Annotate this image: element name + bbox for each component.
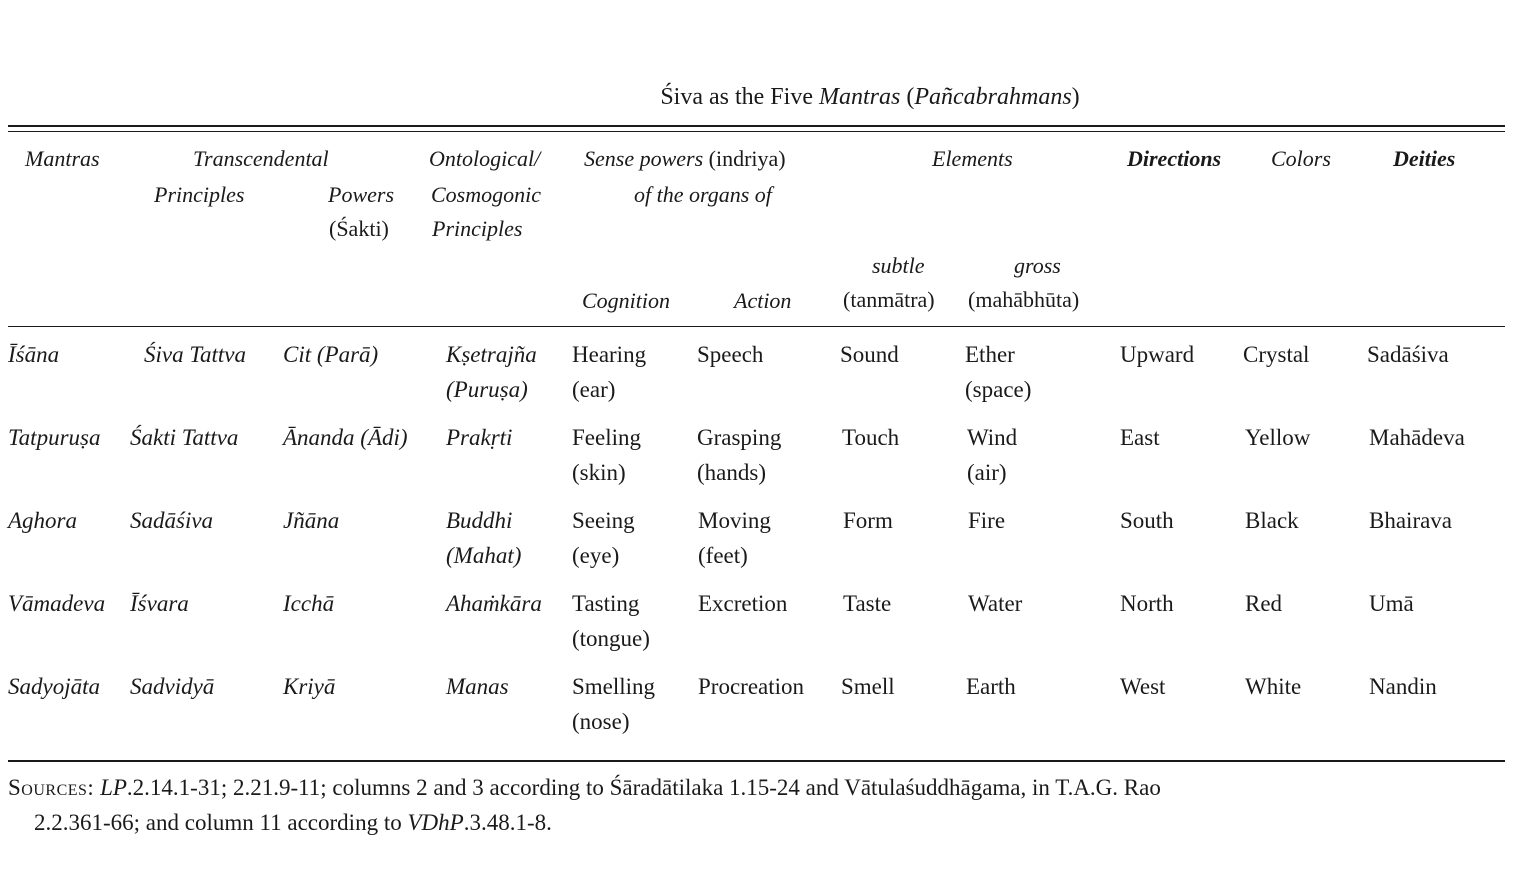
title-italic-mantras: Mantras <box>818 84 901 110</box>
row4-principle: Īśvara <box>130 591 189 616</box>
header-ontological-principles: Principles <box>432 216 523 241</box>
header-indriya: (indriya) <box>703 146 786 171</box>
row2-ontological-1: Prakṛti <box>446 425 513 450</box>
row1-direction: Upward <box>1120 342 1195 367</box>
header-sense-powers-text: Sense powers <box>584 146 704 171</box>
row4-ontological-1: Ahaṁkāra <box>446 591 542 616</box>
row1-color: Crystal <box>1243 342 1310 367</box>
row3-ontological-1: Buddhi <box>446 508 513 533</box>
row5-subtle: Smell <box>841 674 895 699</box>
row4-power: Icchā <box>283 591 335 616</box>
row1-ontological-1: Kṣetrajña <box>446 342 537 367</box>
row5-gross-1: Earth <box>966 674 1016 699</box>
header-directions: Directions <box>1127 146 1222 171</box>
row1-cognition-2: (ear) <box>572 377 616 402</box>
row1-deity: Sadāśiva <box>1367 342 1449 367</box>
header-gross: gross <box>1014 253 1061 278</box>
row4-subtle: Taste <box>843 591 892 616</box>
title-italic-pancabrahmans: Pañcabrahmans <box>914 84 1072 110</box>
header-tanmatra: (tanmātra) <box>843 287 935 312</box>
row3-cognition-1: Seeing <box>572 508 635 533</box>
row5-deity: Nandin <box>1369 674 1437 699</box>
header-sense-powers <box>584 146 786 172</box>
row1-subtle: Sound <box>840 342 899 367</box>
row2-power: Ānanda (Ādi) <box>283 425 408 450</box>
row5-ontological-1: Manas <box>446 674 509 699</box>
row3-color: Black <box>1245 508 1299 533</box>
bottom-rule <box>8 760 1505 762</box>
row1-action-1: Speech <box>697 342 764 367</box>
header-rule <box>8 326 1505 327</box>
row3-action-1: Moving <box>698 508 771 533</box>
row2-gross-2: (air) <box>967 460 1007 485</box>
row1-gross-1: Ether <box>965 342 1015 367</box>
sources-text-2: 2.2.361-66; and column 11 according to <box>34 810 408 835</box>
header-mahabhuta: (mahābhūta) <box>968 287 1080 312</box>
row3-mantra: Aghora <box>8 508 77 533</box>
header-elements: Elements <box>932 146 1013 171</box>
header-organs-of: of the organs of <box>634 182 772 207</box>
row3-direction: South <box>1120 508 1174 533</box>
header-transcendental: Transcendental <box>193 146 329 171</box>
row2-mantra: Tatpuruṣa <box>8 425 101 450</box>
row3-subtle: Form <box>843 508 893 533</box>
row2-action-2: (hands) <box>697 460 766 485</box>
row3-deity: Bhairava <box>1369 508 1453 533</box>
row2-direction: East <box>1120 425 1160 450</box>
row1-power: Cit (Parā) <box>283 342 379 367</box>
row5-cognition-2: (nose) <box>572 709 630 734</box>
row3-ontological-2: (Mahat) <box>446 543 522 568</box>
row5-color: White <box>1245 674 1302 699</box>
sources-text-1: .2.14.1-31; 2.21.9-11; columns 2 and 3 according to Śāradātilaka 1.15-24 and Vātulaśuddhāgama, in T.A.G. Rao <box>126 775 1161 800</box>
sources-note <box>8 770 1508 840</box>
header-mantras: Mantras <box>25 146 100 171</box>
title-paren-close: ) <box>1071 84 1080 110</box>
row2-cognition-1: Feeling <box>572 425 641 450</box>
header-cosmogonic: Cosmogonic <box>431 182 541 207</box>
row2-gross-1: Wind <box>967 425 1018 450</box>
top-rule-2 <box>8 131 1505 132</box>
row5-direction: West <box>1120 674 1166 699</box>
header-ontological: Ontological/ <box>429 146 541 171</box>
row2-cognition-2: (skin) <box>572 460 626 485</box>
top-rule-1 <box>8 125 1505 127</box>
row4-color: Red <box>1245 591 1283 616</box>
row3-principle: Sadāśiva <box>130 508 214 533</box>
row2-deity: Mahādeva <box>1369 425 1465 450</box>
row5-power: Kriyā <box>283 674 336 699</box>
row3-action-2: (feet) <box>698 543 748 568</box>
row1-cognition-1: Hearing <box>572 342 647 367</box>
row1-mantra: Īśāna <box>8 342 60 367</box>
sources-text-3: .3.48.1-8. <box>463 810 552 835</box>
title-paren-open: ( <box>900 84 915 110</box>
sources-label: Sources: <box>8 775 95 800</box>
row1-gross-2: (space) <box>965 377 1032 402</box>
row4-deity: Umā <box>1369 591 1414 616</box>
row5-action-1: Procreation <box>698 674 805 699</box>
header-sakti: (Śakti) <box>329 216 389 241</box>
sources-lp: LP <box>100 775 127 800</box>
table-title <box>0 84 1528 111</box>
header-deities: Deities <box>1393 146 1456 171</box>
row1-ontological-2: (Puruṣa) <box>446 377 528 402</box>
row4-cognition-1: Tasting <box>572 591 640 616</box>
row1-principle: Śiva Tattva <box>144 342 247 367</box>
row3-power: Jñāna <box>283 508 340 533</box>
row3-gross-1: Fire <box>968 508 1006 533</box>
header-action: Action <box>734 288 792 313</box>
row2-color: Yellow <box>1245 425 1311 450</box>
title-prefix: Śiva as the Five <box>660 84 819 110</box>
row5-mantra: Sadyojāta <box>8 674 100 699</box>
row2-principle: Śakti Tattva <box>130 425 239 450</box>
row5-principle: Sadvidyā <box>130 674 215 699</box>
row4-cognition-2: (tongue) <box>572 626 650 651</box>
sources-vdhp: VDhP <box>407 810 464 835</box>
header-cognition: Cognition <box>582 288 671 313</box>
row4-mantra: Vāmadeva <box>8 591 106 616</box>
row3-cognition-2: (eye) <box>572 543 620 568</box>
header-subtle: subtle <box>872 253 925 278</box>
row4-direction: North <box>1120 591 1174 616</box>
row4-action-1: Excretion <box>698 591 788 616</box>
sources-line-2 <box>8 805 1508 840</box>
row2-action-1: Grasping <box>697 425 782 450</box>
header-colors: Colors <box>1271 146 1331 171</box>
row5-cognition-1: Smelling <box>572 674 656 699</box>
header-principles: Principles <box>154 182 245 207</box>
row2-subtle: Touch <box>842 425 900 450</box>
row4-gross-1: Water <box>968 591 1023 616</box>
header-powers: Powers <box>328 182 394 207</box>
